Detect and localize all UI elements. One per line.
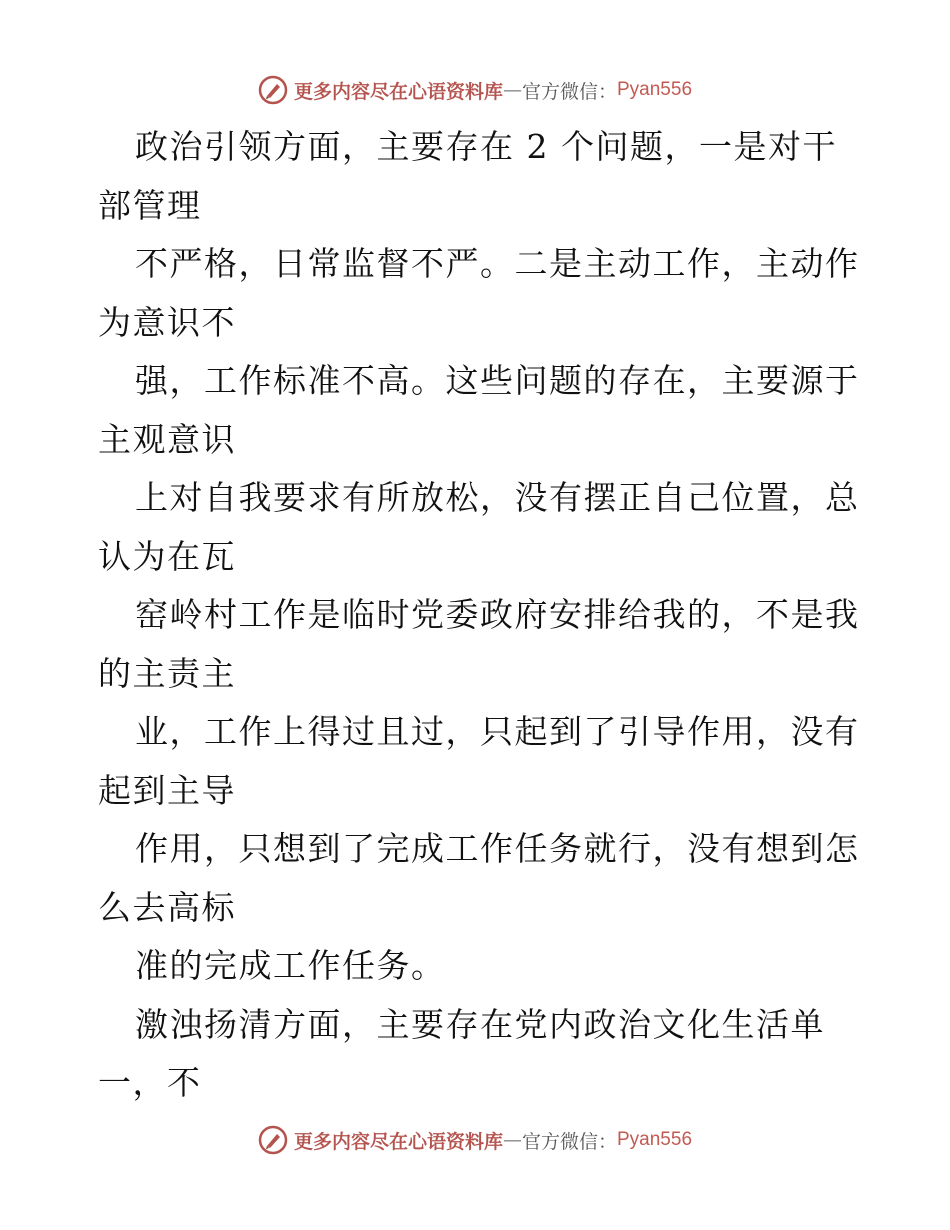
- watermark-wechat-id: Pyan556: [617, 1129, 693, 1150]
- text-line: 起到主导: [98, 770, 236, 810]
- text-line: 业，工作上得过且过，只起到了引导作用，没有: [135, 712, 860, 751]
- watermark-label: 官方微信：: [521, 1130, 617, 1153]
- watermark-label: 官方微信：: [521, 80, 617, 103]
- text-line: 准的完成工作任务。: [135, 946, 446, 985]
- watermark-separator: —: [502, 1129, 522, 1151]
- header-watermark: [0, 70, 950, 110]
- pen-logo-icon: [258, 75, 288, 105]
- footer-watermark: [0, 1120, 950, 1160]
- text-line: 部管理: [98, 185, 202, 225]
- text-line: 为意识不: [98, 302, 236, 342]
- text-line: 上对自我要求有所放松，没有摆正自己位置，总: [135, 478, 860, 517]
- pen-logo-icon: [258, 1125, 288, 1155]
- text-line: 么去高标: [98, 887, 236, 927]
- watermark-site-text: 更多内容尽在心语资料库: [293, 1130, 503, 1153]
- text-line: 不严格，日常监督不严。二是主动工作，主动作: [135, 244, 860, 283]
- watermark-wechat-id: Pyan556: [617, 79, 693, 100]
- text-line: 的主责主: [98, 653, 236, 693]
- text-line: 主观意识: [98, 419, 236, 459]
- watermark-site-text: 更多内容尽在心语资料库: [293, 80, 503, 103]
- text-line: 政治引领方面，主要存在 2 个问题，一是对干: [135, 127, 837, 166]
- text-line: 一，不: [98, 1063, 202, 1102]
- text-line: 认为在瓦: [98, 536, 236, 576]
- watermark-separator: —: [502, 79, 522, 101]
- text-line: 窑岭村工作是临时党委政府安排给我的，不是我: [135, 595, 860, 634]
- text-line: 激浊扬清方面，主要存在党内政治文化生活单: [135, 1004, 825, 1044]
- text-line: 作用，只想到了完成工作任务就行，没有想到怎: [135, 829, 860, 868]
- text-line: 强，工作标准不高。这些问题的存在，主要源于: [135, 361, 860, 400]
- document-body: [98, 118, 858, 1113]
